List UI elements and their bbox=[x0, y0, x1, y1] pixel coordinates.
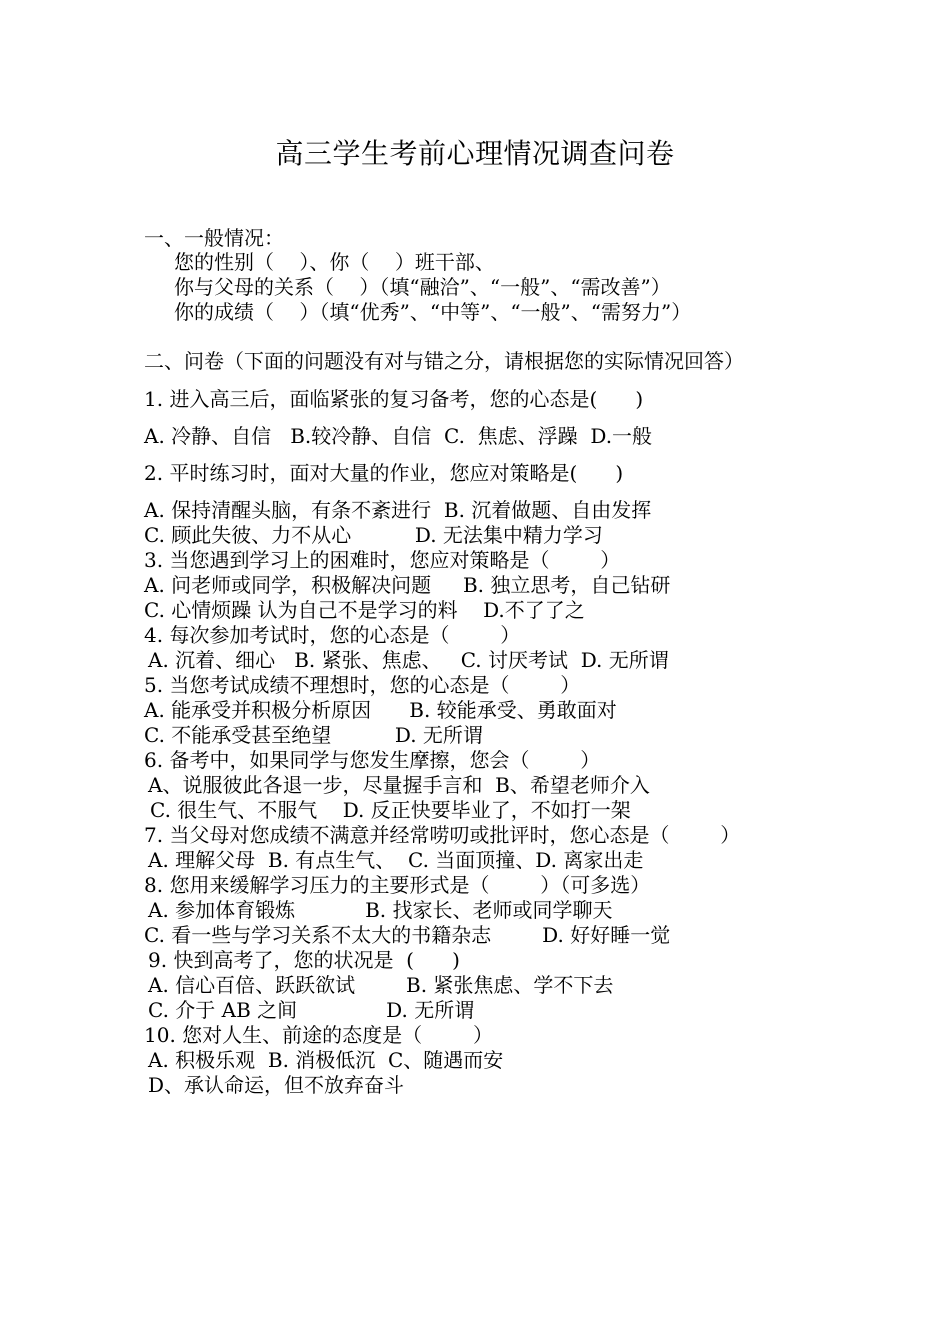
question-4: 4. 每次参加考试时，您的心态是（ ） bbox=[144, 623, 521, 647]
question-9-options-cd: C. 介于 AB 之间 D. 无所谓 bbox=[148, 998, 475, 1022]
question-2-options-cd: C. 顾此失彼、力不从心 D. 无法集中精力学习 bbox=[144, 523, 603, 547]
question-10-options-abc: A. 积极乐观 B. 消极低沉 C、随遇而安 bbox=[148, 1048, 504, 1072]
section2-heading: 二、问卷（下面的问题没有对与错之分，请根据您的实际情况回答） bbox=[144, 349, 744, 373]
question-8-options-cd: C. 看一些与学习关系不太大的书籍杂志 D. 好好睡一觉 bbox=[144, 923, 671, 947]
question-5-options-cd: C. 不能承受甚至绝望 D. 无所谓 bbox=[144, 723, 483, 747]
question-4-options: A. 沉着、细心 B. 紧张、焦虑、 C. 讨厌考试 D. 无所谓 bbox=[148, 648, 669, 672]
question-3: 3. 当您遇到学习上的困难时，您应对策略是（ ） bbox=[144, 548, 621, 572]
question-2-options-ab: A. 保持清醒头脑，有条不紊进行 B. 沉着做题、自由发挥 bbox=[144, 498, 652, 522]
question-6-options-ab: A、说服彼此各退一步，尽量握手言和 B、希望老师介入 bbox=[148, 773, 650, 797]
question-9-options-ab: A. 信心百倍、跃跃欲试 B. 紧张焦虑、学不下去 bbox=[148, 973, 614, 997]
question-7-options: A. 理解父母 B. 有点生气、 C. 当面顶撞、D. 离家出走 bbox=[148, 848, 644, 872]
question-5-options-ab: A. 能承受并积极分析原因 B. 较能承受、勇敢面对 bbox=[144, 698, 617, 722]
question-2: 2. 平时练习时，面对大量的作业，您应对策略是( ) bbox=[144, 461, 624, 485]
question-5: 5. 当您考试成绩不理想时，您的心态是（ ） bbox=[144, 673, 581, 697]
question-6-options-cd: C. 很生气、不服气 D. 反正快要毕业了，不如打一架 bbox=[150, 798, 631, 822]
question-10-option-d: D、承认命运，但不放弃奋斗 bbox=[148, 1073, 405, 1097]
question-9: 9. 快到高考了，您的状况是 ( ) bbox=[148, 948, 460, 972]
question-7: 7. 当父母对您成绩不满意并经常唠叨或批评时，您心态是（ ） bbox=[144, 823, 741, 847]
question-3-options-ab: A. 问老师或同学，积极解决问题 B. 独立思考，自己钻研 bbox=[144, 573, 671, 597]
question-8-options-ab: A. 参加体育锻炼 B. 找家长、老师或同学聊天 bbox=[148, 898, 613, 922]
question-1: 1. 进入高三后，面临紧张的复习备考，您的心态是( ) bbox=[144, 387, 644, 411]
section1-gender-line: 您的性别（ ）、你（ ）班干部、 bbox=[174, 250, 495, 274]
question-1-options: A. 冷静、自信 B.较冷静、自信 C. 焦虑、浮躁 D.一般 bbox=[144, 424, 653, 448]
section1-parents-line: 你与父母的关系（ ）（填“融洽”、“一般”、“需改善”） bbox=[174, 275, 671, 299]
document-title: 高三学生考前心理情况调查问卷 bbox=[275, 137, 675, 170]
question-3-options-cd: C. 心情烦躁 认为自己不是学习的料 D.不了了之 bbox=[144, 598, 585, 622]
question-6: 6. 备考中，如果同学与您发生摩擦，您会（ ） bbox=[144, 748, 601, 772]
section1-grades-line: 你的成绩（ ）（填“优秀”、“中等”、“一般”、“需努力”） bbox=[174, 300, 692, 324]
section1-heading: 一、一般情况： bbox=[144, 226, 284, 250]
question-8: 8. 您用来缓解学习压力的主要形式是（ ）（可多选） bbox=[144, 873, 651, 897]
question-10: 10. 您对人生、前途的态度是（ ） bbox=[144, 1023, 494, 1047]
